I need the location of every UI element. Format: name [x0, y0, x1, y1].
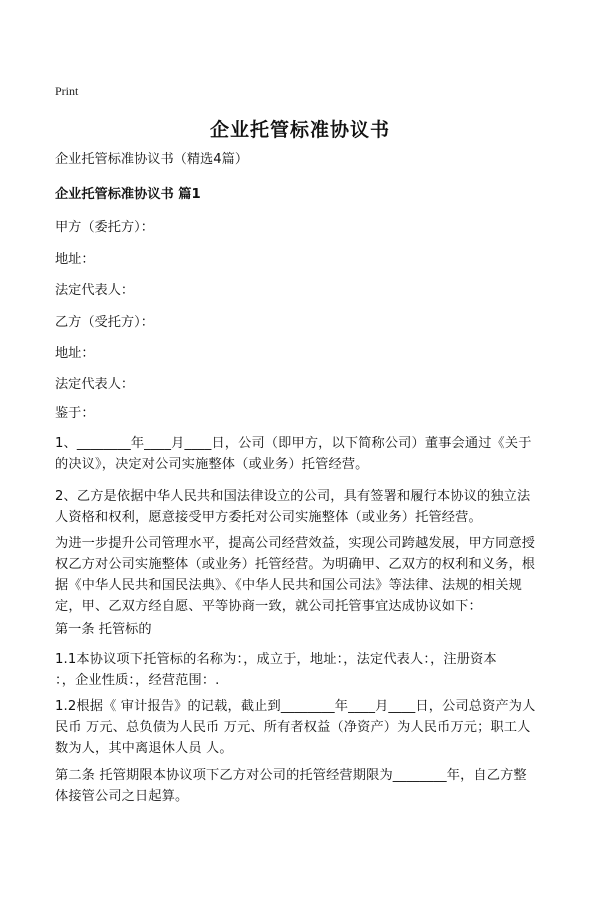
paragraph-1-1-line: 1.1本协议项下托管标的名称为：，成立于，地址：，法定代表人：，注册资本 [55, 652, 497, 667]
section-heading: 企业托管标准协议书 篇1 [55, 187, 201, 202]
party-b-address-label: 地址： [55, 346, 95, 361]
article-1-heading: 第一条 托管标的 [55, 622, 152, 637]
paragraph-1-2-line: 民币 万元、总负债为人民币 万元、所有者权益（净资产）为人民币万元；职工人 [55, 720, 531, 735]
article-2-paragraph [55, 765, 555, 807]
paragraph-3-line: 定，甲、乙双方经自愿、平等协商一致，就公司托管事宜达成协议如下： [55, 599, 482, 614]
party-a-label: 甲方（委托方）： [55, 220, 154, 235]
paragraph-1-2-line: 1.2根据《 审计报告》的记载，截止到________年____月____日，公司总资产为人 [55, 699, 536, 714]
paragraph-1-1-line: ：，企业性质：，经营范围：. [55, 673, 220, 688]
party-a-address-label: 地址： [55, 252, 95, 267]
paragraph-3-line: 据《中华人民共和国民法典》、《中华人民共和国公司法》等法律、法规的相关规 [55, 578, 522, 593]
paragraph-3-line: 为进一步提升公司管理水平，提高公司经营效益，实现公司跨越发展，甲方同意授 [55, 536, 536, 551]
article-2-line: 第二条 托管期限本协议项下乙方对公司的托管经营期限为________年，自乙方整 [55, 768, 527, 783]
party-b-label: 乙方（受托方）： [55, 315, 154, 330]
document-subtitle: 企业托管标准协议书（精选4篇） [55, 152, 249, 167]
article-2-line: 体接管公司之日起算。 [55, 789, 189, 804]
party-b-rep-label: 法定代表人： [55, 377, 135, 392]
party-a-rep-label: 法定代表人： [55, 283, 135, 298]
paragraph-1-2-line: 数为人，其中离退休人员 人。 [55, 741, 233, 756]
paragraph-3-line: 权乙方对公司实施整体（或业务）托管经营。为明确甲、乙双方的权利和义务，根 [55, 557, 536, 572]
paragraph-1 [55, 433, 555, 475]
paragraph-1-2 [55, 696, 555, 759]
paragraph-1-line: 的决议》，决定对公司实施整体（或业务）托管经营。 [55, 457, 369, 472]
paragraph-3 [55, 533, 555, 617]
print-label: Print [55, 84, 79, 98]
paragraph-2 [55, 486, 555, 528]
whereas-label: 鉴于： [55, 406, 95, 421]
document-title: 企业托管标准协议书 [209, 119, 390, 141]
paragraph-1-line: 1、________年____月____日，公司（即甲方，以下简称公司）董事会通过《关于 [55, 436, 532, 451]
paragraph-2-line: 人资格和权利，愿意接受甲方委托对公司实施整体（或业务）托管经营。 [55, 510, 482, 525]
paragraph-1-1 [55, 649, 555, 691]
paragraph-2-line: 2、乙方是依据中华人民共和国法律设立的公司，具有签署和履行本协议的独立法 [55, 489, 531, 504]
